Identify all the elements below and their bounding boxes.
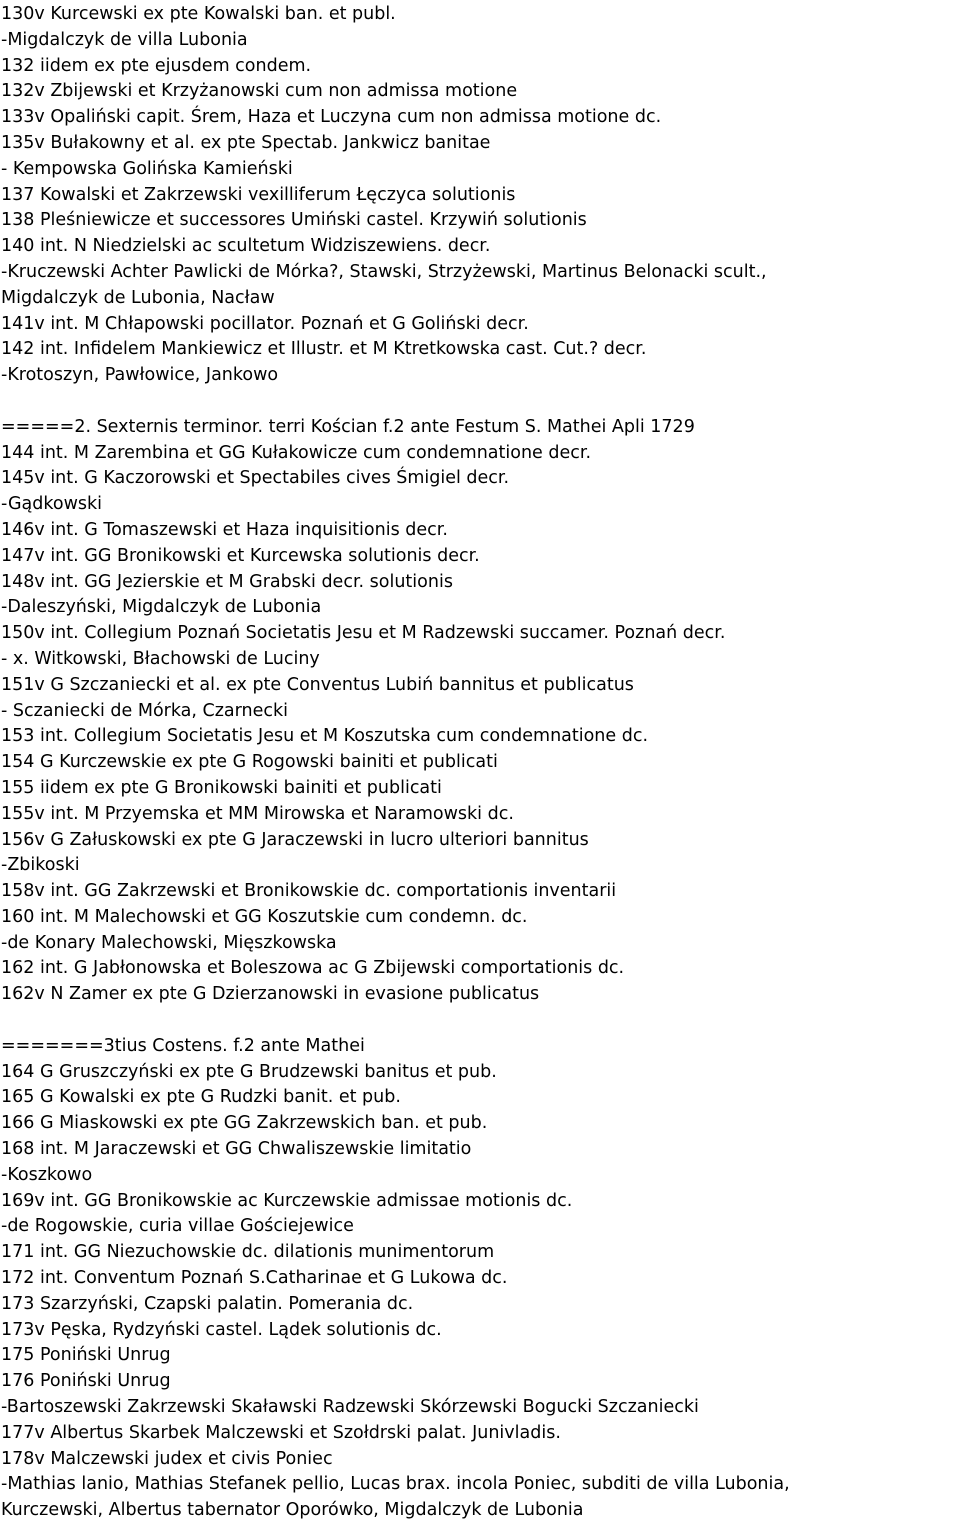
- text-line: 148v int. GG Jezierskie et M Grabski decr. solutionis: [1, 571, 453, 592]
- text-line: 132 iidem ex pte ejusdem condem.: [1, 55, 312, 76]
- text-line: 135v Bułakowny et al. ex pte Spectab. Jankwicz banitae: [1, 132, 491, 153]
- text-line: 160 int. M Malechowski et GG Koszutskie cum condemn. dc.: [1, 906, 528, 927]
- text-line: =====2. Sexternis terminor. terri Kościan f.2 ante Festum S. Mathei Apli 1729: [1, 416, 695, 437]
- blank-line: [0, 389, 960, 415]
- text-line: 146v int. G Tomaszewski et Haza inquisitionis decr.: [1, 519, 448, 540]
- text-line: 151v G Szczaniecki et al. ex pte Conventus Lubiń bannitus et publicatus: [1, 674, 634, 695]
- text-line: Migdalczyk de Lubonia, Nacław: [1, 287, 275, 308]
- text-line: -Gądkowski: [1, 494, 102, 515]
- text-line: - Sczaniecki de Mórka, Czarnecki: [1, 700, 289, 721]
- text-line: 177v Albertus Skarbek Malczewski et Szołdrski palat. Junivladis.: [1, 1422, 561, 1443]
- text-line: 133v Opaliński capit. Śrem, Haza et Luczyna cum non admissa motione dc.: [1, 107, 662, 128]
- text-line: -Kruczewski Achter Pawlicki de Mórka?, Stawski, Strzyżewski, Martinus Belonacki scult.,: [1, 261, 767, 282]
- text-line: -Bartoszewski Zakrzewski Skaławski Radzewski Skórzewski Bogucki Szczaniecki: [1, 1397, 699, 1418]
- text-line: 172 int. Conventum Poznań S.Catharinae et G Lukowa dc.: [1, 1268, 508, 1289]
- text-line: 169v int. GG Bronikowskie ac Kurczewskie admissae motionis dc.: [1, 1190, 573, 1211]
- text-line: 145v int. G Kaczorowski et Spectabiles cives Śmigiel decr.: [1, 468, 510, 489]
- text-line: 168 int. M Jaraczewski et GG Chwaliszewskie limitatio: [1, 1139, 472, 1160]
- text-line: 175 Poniński Unrug: [1, 1345, 171, 1366]
- text-line: 178v Malczewski judex et civis Poniec: [1, 1448, 333, 1469]
- text-line: 155 iidem ex pte G Bronikowski bainiti et publicati: [1, 777, 442, 798]
- text-line: -de Konary Malechowski, Mięszkowska: [1, 932, 337, 953]
- text-line: 173v Pęska, Rydzyński castel. Lądek solutionis dc.: [1, 1319, 442, 1340]
- text-line: 171 int. GG Niezuchowskie dc. dilationis munimentorum: [1, 1242, 495, 1263]
- text-line: 164 G Gruszczyński ex pte G Brudzewski banitus et pub.: [1, 1061, 497, 1082]
- text-line: 138 Pleśniewicze et successores Umiński castel. Krzywiń solutionis: [1, 210, 587, 231]
- text-line: -Koszkowo: [1, 1164, 93, 1185]
- text-line: 132v Zbijewski et Krzyżanowski cum non admissa motione: [1, 81, 518, 102]
- text-line: 144 int. M Zarembina et GG Kułakowicze cum condemnatione decr.: [1, 442, 592, 463]
- text-line: 153 int. Collegium Societatis Jesu et M Koszutska cum condemnatione dc.: [1, 726, 649, 747]
- text-line: -de Rogowskie, curia villae Gościejewice: [1, 1216, 354, 1237]
- text-line: 165 G Kowalski ex pte G Rudzki banit. et pub.: [1, 1087, 401, 1108]
- text-line: =======3tius Costens. f.2 ante Mathei: [1, 1035, 365, 1056]
- text-line: 141v int. M Chłapowski pocillator. Poznań et G Goliński decr.: [1, 313, 529, 334]
- text-line: -Krotoszyn, Pawłowice, Jankowo: [1, 365, 279, 386]
- text-line: 140 int. N Niedzielski ac scultetum Widziszewiens. decr.: [1, 236, 491, 257]
- text-line: -Mathias lanio, Mathias Stefanek pellio, Lucas brax. incola Poniec, subditi de villa Lubonia,: [1, 1474, 790, 1495]
- text-line: Kurczewski, Albertus tabernator Oporówko, Migdalczyk de Lubonia: [1, 1500, 584, 1521]
- text-line: -Migdalczyk de villa Lubonia: [1, 29, 248, 50]
- blank-line: [0, 1008, 960, 1034]
- text-line: - Kempowska Golińska Kamieński: [1, 158, 293, 179]
- text-line: 176 Poniński Unrug: [1, 1371, 171, 1392]
- text-line: 156v G Załuskowski ex pte G Jaraczewski in lucro ulteriori bannitus: [1, 829, 589, 850]
- text-line: -Daleszyński, Migdalczyk de Lubonia: [1, 597, 322, 618]
- text-line: 162 int. G Jabłonowska et Boleszowa ac G Zbijewski comportationis dc.: [1, 958, 625, 979]
- text-line: 150v int. Collegium Poznań Societatis Jesu et M Radzewski succamer. Poznań decr.: [1, 623, 726, 644]
- text-line: 154 G Kurczewskie ex pte G Rogowski bainiti et publicati: [1, 752, 498, 773]
- text-line: 158v int. GG Zakrzewski et Bronikowskie dc. comportationis inventarii: [1, 881, 617, 902]
- text-line: 155v int. M Przyemska et MM Mirowska et Naramowski dc.: [1, 803, 514, 824]
- text-line: - x. Witkowski, Błachowski de Luciny: [1, 648, 320, 669]
- text-line: -Zbikoski: [1, 855, 80, 876]
- text-line: 130v Kurcewski ex pte Kowalski ban. et publ.: [1, 4, 396, 24]
- text-line: 162v N Zamer ex pte G Dzierzanowski in evasione publicatus: [1, 984, 540, 1005]
- text-line: 166 G Miaskowski ex pte GG Zakrzewskich ban. et pub.: [1, 1113, 488, 1134]
- text-line: 137 Kowalski et Zakrzewski vexilliferum Łęczyca solutionis: [1, 184, 516, 205]
- text-line: 173 Szarzyński, Czapski palatin. Pomerania dc.: [1, 1293, 414, 1314]
- text-line: 142 int. Infidelem Mankiewicz et Illustr. et M Ktretkowska cast. Cut.? decr.: [1, 339, 647, 360]
- text-line: 147v int. GG Bronikowski et Kurcewska solutionis decr.: [1, 545, 480, 566]
